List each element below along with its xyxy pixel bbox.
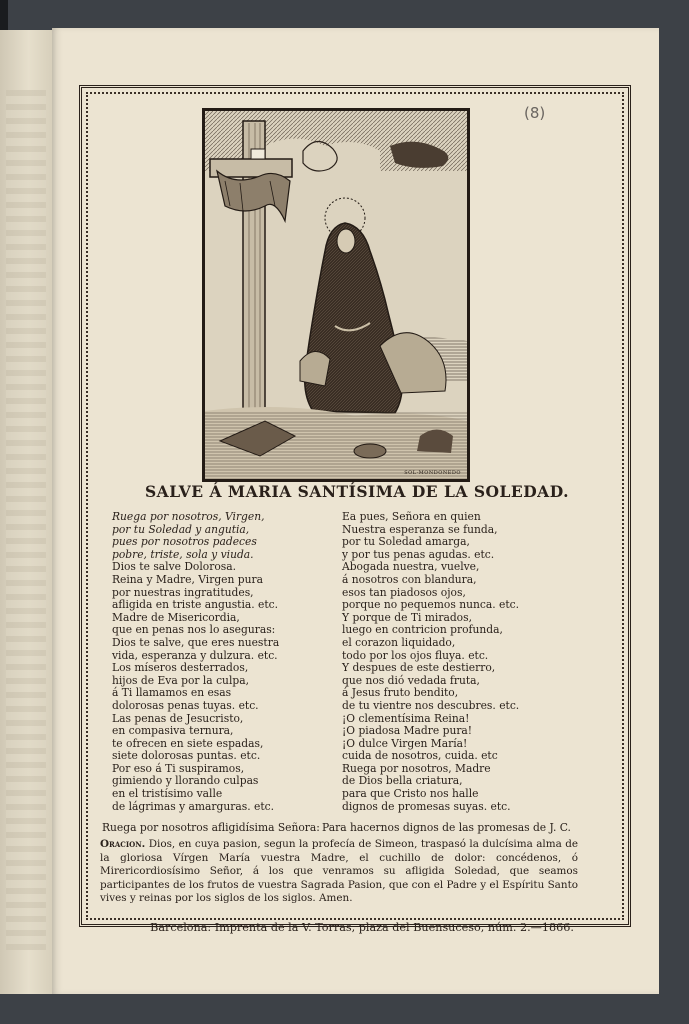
verse-line: pobre, triste, sola y viuda.	[112, 547, 254, 561]
verse-line: ¡O piadosa Madre pura!	[342, 724, 473, 738]
verse-line: el corazon liquidado,	[342, 635, 456, 649]
verse-line: siete dolorosas puntas. etc.	[112, 749, 261, 763]
printer-imprint: Barcelona: Imprenta de la V. Torras, plaza del Buensuceso, núm. 2.—1866.	[150, 921, 574, 934]
verse-line: Dios te salve, que eres nuestra	[112, 635, 280, 649]
verse-line: á Jesus fruto bendito,	[342, 686, 459, 700]
verse-line: Y despues de este destierro,	[342, 661, 496, 675]
verse-line: gimiendo y llorando culpas	[112, 774, 259, 788]
virgin-soledad-engraving	[205, 111, 467, 479]
verse-line: Y porque de Ti mirados,	[342, 610, 472, 624]
book-edge	[0, 0, 8, 30]
verse-line: Abogada nuestra, vuelve,	[342, 560, 480, 574]
verse-line: por nuestras ingratitudes,	[112, 585, 254, 599]
verse-line: Ruega por nosotros, Madre	[342, 761, 491, 775]
oracion-text: Dios, en cuya pasion, segun la profecía de Simeon, traspasó la dulcísima alma de la gloriosa Vírgen María vuestra Madre, el cuchillo de dolor: concédenos, ó Mirericordiosísimo Señor, á los que venramos su afligida Soledad, que seamos participantes de los frutos de vuestra Sagrada Pasion, que con el Padre y el Espíritu Santo vives y reinas por los siglos de los siglos. Amen.	[100, 838, 578, 905]
verse-line: Por eso á Ti suspiramos,	[112, 761, 245, 775]
verse-line: que en penas nos lo aseguras:	[112, 623, 276, 637]
verse-line: de Dios bella criatura,	[342, 774, 463, 788]
verse-column-left	[112, 511, 357, 813]
verse-line: todo por los ojos fluya. etc.	[342, 648, 489, 662]
verse-line: Nuestra esperanza se funda,	[342, 522, 498, 536]
verse-line: Ruega por nosotros, Virgen,	[112, 510, 265, 523]
verse-line: dolorosas penas tuyas. etc.	[112, 698, 259, 712]
adjacent-page	[0, 30, 52, 994]
closing-line-right: Para hacernos dignos de las promesas de J. C.	[322, 821, 571, 834]
verse-line: por tu Soledad amarga,	[342, 535, 470, 549]
verse-line: Reina y Madre, Virgen pura	[112, 572, 263, 586]
verse-line: en compasiva ternura,	[112, 724, 234, 738]
engraver-signature: SOL·MONDONEDO	[404, 470, 461, 476]
verse-line: cuida de nosotros, cuida. etc	[342, 749, 498, 763]
verse-line: dignos de promesas suyas. etc.	[342, 799, 511, 813]
broadside-title: SALVE Á MARIA SANTÍSIMA DE LA SOLEDAD.	[144, 482, 569, 501]
adjacent-page-border-ornament	[6, 90, 46, 950]
verse-line: hijos de Eva por la culpa,	[112, 673, 249, 687]
verse-line: porque no pequemos nunca. etc.	[342, 598, 520, 612]
verse-line: para que Cristo nos halle	[342, 787, 479, 801]
verse-line: por tu Soledad y angutia,	[112, 522, 250, 536]
verse-line: de tu vientre nos descubres. etc.	[342, 698, 520, 712]
verse-line: Las penas de Jesucristo,	[112, 711, 244, 725]
verse-line: pues por nosotros padeces	[112, 535, 257, 549]
verse-line: en el tristísimo valle	[112, 787, 223, 801]
verse-line: de lágrimas y amarguras. etc.	[112, 799, 275, 813]
verse-line: te ofrecen en siete espadas,	[112, 736, 264, 750]
verse-line: afligida en triste angustia. etc.	[112, 598, 279, 612]
verse-line: ¡O clementísima Reina!	[342, 711, 470, 725]
verse-line: esos tan piadosos ojos,	[342, 585, 466, 599]
broadside-sheet	[52, 28, 659, 994]
verse-line: Madre de Misericordia,	[112, 610, 240, 624]
woodcut-illustration	[202, 108, 470, 482]
verse-line: y por tus penas agudas. etc.	[342, 547, 495, 561]
verse-line: luego en contricion profunda,	[342, 623, 503, 637]
verse-line: vida, esperanza y dulzura. etc.	[112, 648, 278, 662]
verse-line: Los míseros desterrados,	[112, 661, 249, 675]
verse-line: ¡O dulce Virgen María!	[342, 736, 468, 750]
verse-line: Dios te salve Dolorosa.	[112, 560, 237, 574]
verse-line: que nos dió vedada fruta,	[342, 673, 480, 687]
oracion-paragraph	[100, 838, 578, 906]
handwritten-page-number: (8)	[524, 104, 546, 122]
verse-line: á Ti llamamos en esas	[112, 686, 232, 700]
closing-line-left: Ruega por nosotros afligidísima Señora:	[102, 821, 320, 834]
verse-line: á nosotros con blandura,	[342, 572, 477, 586]
oracion-label: Oracion.	[100, 838, 146, 850]
verse-column-right	[342, 511, 604, 813]
verse-line: Ea pues, Señora en quien	[342, 510, 481, 523]
